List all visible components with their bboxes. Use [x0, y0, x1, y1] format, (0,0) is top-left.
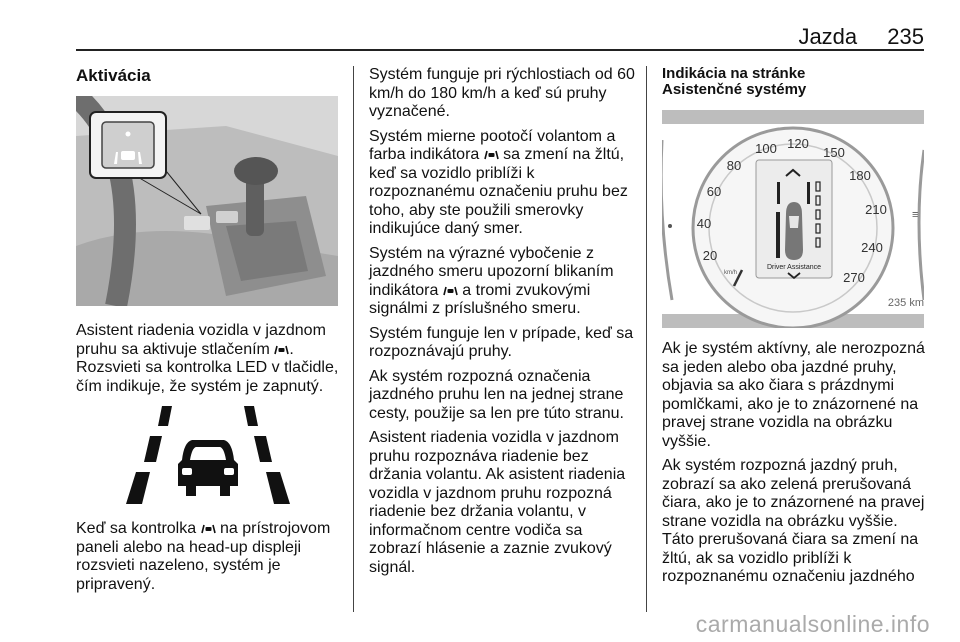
paragraph: Systém mierne pootočí volantom a farba indikátora sa zmení na žltú, keď sa vozidlo priblíži k rozpoznanému označeniu pruhu bez toho, aby ste použili smerovky indikujúce daný smer.: [369, 127, 628, 237]
paragraph: Systém funguje pri rýchlostiach od 60 km/h do 180 km/h a keď sú pruhy vyznačené.: [369, 66, 635, 120]
speed-label-120: 120: [787, 136, 809, 151]
speed-unit-label: km/h: [724, 270, 738, 276]
column-1-text-a: [76, 322, 341, 402]
page-number: 235: [887, 24, 924, 49]
speed-label-180: 180: [849, 168, 871, 183]
lane-assist-symbol-figure: [120, 402, 296, 506]
console-photo-illustration: [76, 96, 338, 306]
paragraph: Systém na výrazné vybočenie z jazdného smeru upozorní blikaním indikátora a tromi zvukovými signálmi z príslušného smeru.: [369, 244, 614, 317]
chapter-title: Jazda: [798, 24, 858, 49]
speed-label-100: 100: [755, 141, 777, 156]
column-3-text: [662, 340, 926, 593]
speed-label-40: 40: [696, 216, 712, 231]
speed-label-270: 270: [843, 270, 865, 285]
paragraph: Ak systém rozpozná označenia jazdného pruhu len na jednej strane cesty, použije sa len pre túto stranu.: [369, 367, 624, 422]
paragraph: Systém funguje len v prípade, keď sa rozpoznávajú pruhy.: [369, 324, 634, 360]
speed-label-60: 60: [706, 184, 722, 199]
odometer-readout: 235 km: [887, 297, 924, 309]
paragraph: Ak je systém aktívny, ale nerozpozná sa jeden alebo oba jazdné pruhy, objavia sa ako čiara s prázdnymi pomlčkami, ako je to znázornené na pravej strane vozidla na obrázku vyššie.: [662, 340, 925, 450]
speed-label-210: 210: [865, 202, 887, 217]
column-divider-1: [353, 66, 354, 612]
paragraph: Asistent riadenia vozidla v jazdnom pruhu sa aktivuje stlačením . Rozsvieti sa kontrolka LED v tlačidle, čím indikuje, že systém je zapnutý.: [76, 322, 339, 395]
speed-label-240: 240: [861, 240, 883, 255]
column-2-text: [369, 66, 637, 583]
page-header: [798, 24, 924, 50]
column-1-text-b: [76, 520, 341, 600]
lane-keep-icon: [484, 147, 499, 160]
column-3-heading: Indikácia na stránke Asistenčné systémy: [662, 65, 807, 98]
section-title: Aktivácia: [76, 66, 151, 85]
paragraph: Asistent riadenia vozidla v jazdnom pruhu rozpoznáva riadenie bez držania volantu. Ak asistent riadenia vozidla v jazdnom pruhu rozpozná riadenie bez držania volantu, v informačnom centre vodiča sa zobrazí hlásenie a zaznie zvukový signál.: [369, 429, 626, 576]
instrument-cluster-illustration: [662, 110, 924, 328]
cluster-screen-title: Driver Assistance: [766, 264, 822, 271]
lane-keep-icon: [201, 521, 216, 534]
paragraph: Ak systém rozpozná jazdný pruh, zobrazí sa ako zelená prerušovaná čiara, ako je to znázornené na pravej strane vozidla na obrázku vyššie. Táto prerušovaná čiara sa zmení na žltú, ak sa vozidlo priblíži k rozpoznanému označeniu jazdného: [662, 457, 925, 585]
column-divider-2: [646, 66, 647, 612]
speed-label-80: 80: [726, 158, 742, 173]
svg-text:≡: ≡: [912, 209, 919, 221]
speed-label-20: 20: [702, 248, 718, 263]
lane-keep-icon: [274, 342, 289, 355]
watermark-text: carmanualsonline.info: [695, 611, 930, 637]
lane-keep-icon: [443, 283, 458, 296]
paragraph: Keď sa kontrolka na prístrojovom paneli alebo na head-up displeji rozsvieti nazeleno, systém je pripravený.: [76, 520, 331, 593]
header-rule: [76, 49, 924, 51]
speed-label-150: 150: [823, 145, 845, 160]
